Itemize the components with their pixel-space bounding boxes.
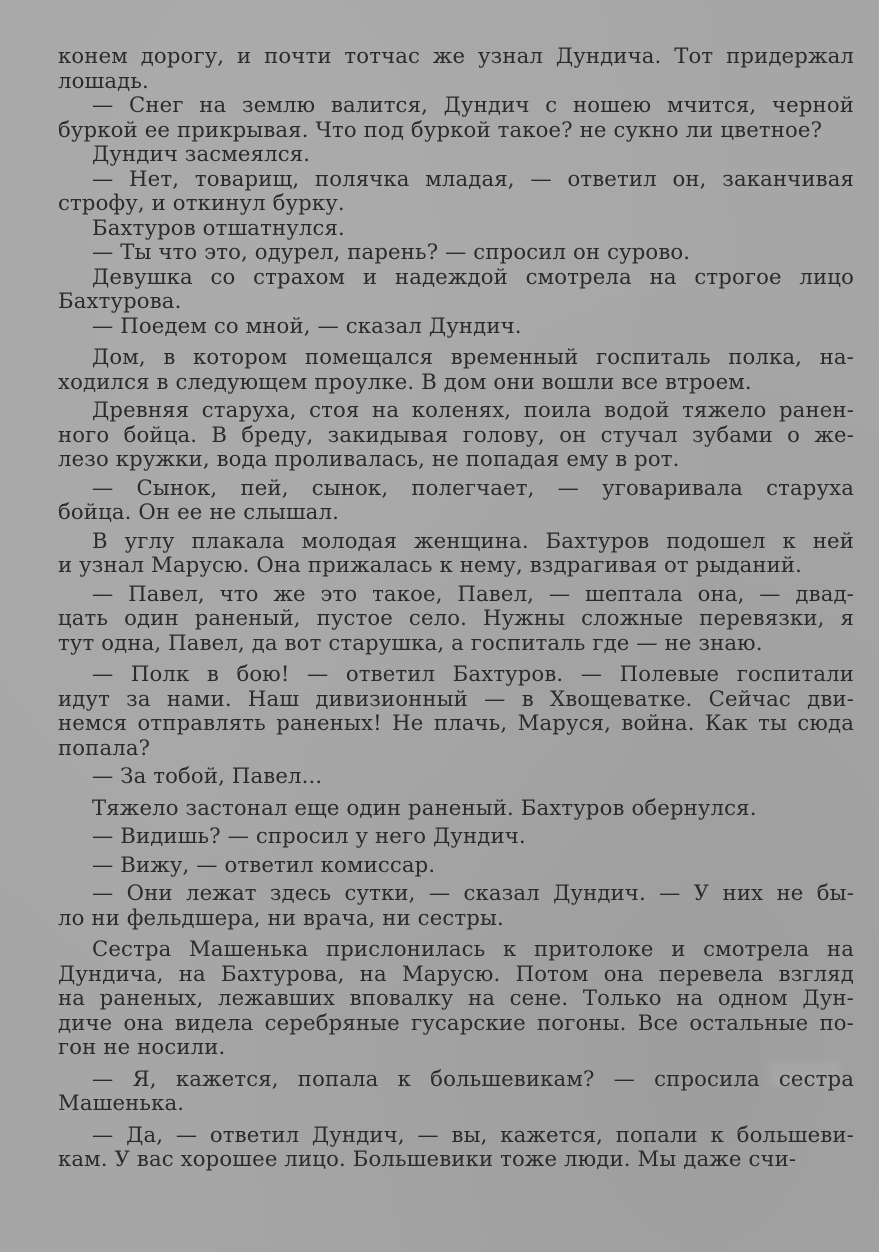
text-line: Дундича, на Бахтурова, на Марусю. Потом она перевела взгляд — [58, 960, 854, 986]
text-line: — Снег на землю валится, Дундич с ношею мчится, черной — [92, 92, 854, 117]
text-line: лезо кружки, вода проливалась, не попадая ему в рот. — [58, 446, 680, 471]
text-line: Машенька. — [58, 1090, 185, 1115]
text-line: немся отправлять раненых! Не плачь, Маруся, война. Как ты сюда — [58, 710, 854, 735]
text-line: — Полк в бою! — ответил Бахтуров. — Полевые госпитали — [92, 661, 854, 686]
paragraph — [58, 167, 854, 216]
text-line: Дундич засмеялся. — [92, 141, 311, 166]
paragraph — [58, 93, 854, 142]
text-line: — Ты что это, одурел, парень? — спросил он сурово. — [92, 239, 691, 264]
text-line: Дом, в котором помещался временный госпиталь полка, на- — [92, 344, 854, 369]
text-line: Тяжело застонал еще один раненый. Бахтуров обернулся. — [92, 794, 757, 820]
text-line: — Поедем со мной, — сказал Дундич. — [92, 312, 522, 338]
text-line: ходился в следующем проулке. В дом они вошли все втроем. — [58, 368, 752, 394]
text-line: попала? — [58, 734, 151, 760]
text-line: Девушка со страхом и надеждой смотрела на строгое лицо — [92, 263, 854, 289]
text-line: цать один раненый, пустое село. Нужны сложные перевязки, я — [58, 605, 854, 630]
text-line: — Я, кажется, попала к большевикам? — спросила сестра — [92, 1065, 854, 1091]
text-line: Сестра Машенька прислонилась к притолоке и смотрела на — [92, 936, 854, 961]
paragraph — [58, 240, 854, 265]
text-line: кам. У вас хорошее лицо. Большевики тоже люди. Мы даже счи- — [58, 1146, 797, 1171]
text-line: конем дорогу, и почти тотчас же узнал Дундича. Тот придержал — [58, 43, 854, 68]
text-line: бойца. Он ее не слышал. — [58, 499, 339, 524]
paragraph — [58, 398, 854, 472]
text-line: В углу плакала молодая женщина. Бахтуров подошел к ней — [92, 527, 854, 553]
paragraph — [58, 44, 854, 93]
text-line: гон не носили. — [58, 1034, 226, 1059]
text-line: — За тобой, Павел... — [92, 763, 323, 788]
text-line: на раненых, лежавших вповалку на сене. Только на одном Дун- — [58, 985, 854, 1010]
paragraph — [58, 1067, 854, 1116]
text-line: строфу, и откинул бурку. — [58, 190, 345, 215]
paragraph — [58, 314, 854, 339]
text-line: и узнал Марусю. Она прижалась к нему, вздрагивая от рыданий. — [58, 552, 803, 577]
text-line: лошадь. — [58, 67, 149, 93]
paragraph — [58, 216, 854, 241]
text-line: — Сынок, пей, сынок, полегчает, — уговаривала старуха — [92, 474, 854, 500]
text-line: идут за нами. Наш дивизионный — в Хвощеватке. Сейчас дви- — [58, 685, 854, 711]
text-line: — Вижу, — ответил комиссар. — [92, 851, 436, 877]
paragraph — [58, 345, 854, 394]
text-line: Древняя старуха, стоя на коленях, поила водой тяжело ранен- — [92, 397, 854, 422]
paragraph — [58, 662, 854, 760]
page-text — [58, 44, 854, 1172]
text-line: ного бойца. В бреду, закидывая голову, он стучал зубами о же- — [58, 421, 854, 447]
text-line: Бахтуров отшатнулся. — [92, 214, 345, 240]
paragraph — [58, 824, 854, 849]
text-line: — Нет, товарищ, полячка младая, — ответил он, заканчивая — [92, 165, 854, 191]
paragraph — [58, 796, 854, 821]
paragraph — [58, 529, 854, 578]
paragraph — [58, 881, 854, 930]
text-line: — Да, — ответил Дундич, — вы, кажется, попали к большеви- — [92, 1121, 854, 1147]
paragraph — [58, 853, 854, 878]
text-line: — Видишь? — спросил у него Дундич. — [92, 823, 526, 848]
text-line: Бахтурова. — [58, 288, 182, 313]
text-line: диче она видела серебряные гусарские погоны. Все остальные по- — [58, 1009, 854, 1035]
paragraph — [58, 142, 854, 167]
paragraph — [58, 476, 854, 525]
paragraph — [58, 265, 854, 314]
paragraph — [58, 937, 854, 1060]
paragraph — [58, 582, 854, 656]
text-line: буркой ее прикрывая. Что под буркой такое? не сукно ли цветное? — [58, 116, 823, 142]
paragraph — [58, 1123, 854, 1172]
text-line: — Они лежат здесь сутки, — сказал Дундич. — У них не бы- — [92, 880, 854, 905]
text-line: тут одна, Павел, да вот старушка, а госпиталь где — не знаю. — [58, 629, 763, 655]
text-line: ло ни фельдшера, ни врача, ни сестры. — [58, 904, 504, 930]
paragraph — [58, 764, 854, 789]
text-line: — Павел, что же это такое, Павел, — шептала она, — двад- — [92, 580, 854, 606]
